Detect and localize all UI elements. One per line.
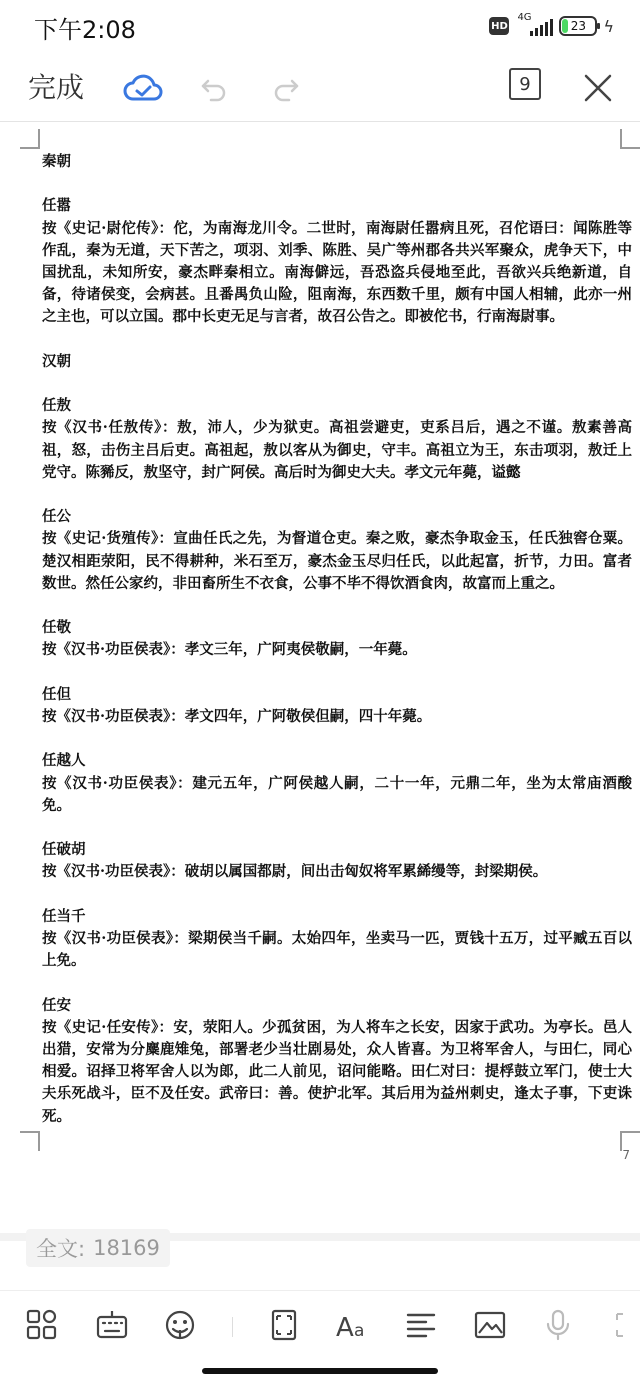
keyboard-icon[interactable] xyxy=(94,1307,130,1343)
entry-text: 按《史记·任安传》：安，荥阳人。少孤贫困，为人将车之长安，因家于武功。为亭长。邑人出猎，安常为分麋鹿雉兔，部署老少当壮剧易处，众人皆喜。为卫将军舍人，与田仁，同心相爱。诏择卫将军舍人以为郎，此二人前见，诏问能略。田仁对曰：提桴鼓立军门，使士大夫乐死战斗，臣不及任安。武帝曰：善。使护北军。其后用为益州刺史，逢太子事，下吏诛死。 xyxy=(42,1018,632,1125)
home-indicator[interactable] xyxy=(202,1368,438,1374)
undo-icon[interactable] xyxy=(192,66,236,110)
entry-name: 任嚣 xyxy=(42,197,71,215)
status-bar xyxy=(0,0,640,52)
page-count-button[interactable]: 9 xyxy=(509,68,541,100)
entry-name: 任公 xyxy=(42,508,71,526)
microphone-icon[interactable] xyxy=(540,1307,576,1343)
fullscreen-icon[interactable] xyxy=(266,1307,302,1343)
cloud-check-icon[interactable] xyxy=(121,66,165,110)
document-content[interactable] xyxy=(42,151,632,1150)
battery-level: 23 xyxy=(570,19,587,33)
entry-name: 任当千 xyxy=(42,907,86,925)
charging-icon: ϟ xyxy=(603,16,614,36)
status-icons xyxy=(489,14,614,38)
entry-text: 按《汉书·功臣侯表》：建元五年，广阿侯越人嗣，二十一年，元鼎二年，坐为太常庙酒酸免。 xyxy=(42,774,632,814)
more-icon[interactable] xyxy=(604,1307,634,1343)
entry-name: 任敖 xyxy=(42,397,71,415)
entry xyxy=(42,395,632,484)
font-icon[interactable] xyxy=(335,1307,371,1343)
entry-name: 任越人 xyxy=(42,752,86,770)
bottom-toolbar xyxy=(0,1290,640,1360)
done-button[interactable]: 完成 xyxy=(28,66,84,106)
entry-name: 任敬 xyxy=(42,619,71,637)
svg-text:A: A xyxy=(336,1313,354,1342)
entry xyxy=(42,684,632,728)
page-corner-mark xyxy=(620,129,640,149)
entry xyxy=(42,195,632,328)
entry-text: 按《汉书·功臣侯表》：梁期侯当千嗣。太始四年，坐卖马一匹，贾钱十五万，过平臧五百以上免。 xyxy=(42,929,632,970)
entry-text: 按《汉书·功臣侯表》：破胡以属国都尉，间出击匈奴将军累絺缦等，封梁期侯。 xyxy=(42,863,548,881)
entry xyxy=(42,906,632,973)
entry-text: 按《汉书·任敖传》：敖，沛人，少为狱吏。高祖尝避吏，吏系吕后，遇之不谨。敖素善高祖，怒，击伤主吕后吏。高祖起，敖以客从为御史，守丰。高祖立为王，东击项羽，敖迁上党守。陈豨反，敖坚守，封广阿侯。高后时为御史大夫。孝文元年薨，谥懿 xyxy=(42,419,632,481)
page-number: 7 xyxy=(622,1148,630,1162)
entry-name: 任破胡 xyxy=(42,841,86,859)
entry-text: 按《史记·货殖传》：宣曲任氏之先，为督道仓吏。秦之败，豪杰争取金玉，任氏独窖仓粟。楚汉相距荥阳，民不得耕种，米石至万，豪杰金玉尽归任氏，以此起富，折节，力田。富者数世。然任公家约，非田畜所生不衣食，公事不毕不得饮酒食肉，故富而上重之。 xyxy=(42,530,632,592)
entry-name: 任但 xyxy=(42,685,71,703)
status-time: 下午2:08 xyxy=(34,16,136,44)
entry-text: 按《汉书·功臣侯表》：孝文三年，广阿夷侯敬嗣，一年薨。 xyxy=(42,641,417,659)
redo-icon[interactable] xyxy=(264,66,308,110)
sticker-icon[interactable] xyxy=(162,1307,198,1343)
page-corner-mark xyxy=(20,1131,40,1151)
section-title: 汉朝 xyxy=(42,352,71,370)
close-icon[interactable] xyxy=(576,66,620,110)
word-count-value: 18169 xyxy=(93,1236,160,1260)
word-count[interactable] xyxy=(26,1229,170,1267)
entry xyxy=(42,617,632,661)
paragraph-align-icon[interactable] xyxy=(403,1307,439,1343)
cellular-signal-icon xyxy=(515,14,553,38)
apps-grid-icon[interactable] xyxy=(24,1307,60,1343)
entry xyxy=(42,506,632,595)
entry xyxy=(42,995,632,1128)
page-corner-mark xyxy=(20,129,40,149)
network-type: 4G xyxy=(517,12,532,23)
entry-text: 按《汉书·功臣侯表》：孝文四年，广阿敬侯但嗣，四十年薨。 xyxy=(42,707,432,725)
image-icon[interactable] xyxy=(472,1307,508,1343)
section-title: 秦朝 xyxy=(42,153,71,170)
hd-icon: HD xyxy=(489,17,509,35)
entry xyxy=(42,750,632,817)
entry-text: 按《史记·尉佗传》：佗，为南海龙川令。二世时，南海尉任嚣病且死，召佗语曰：闻陈胜等作乱，秦为无道，天下苦之，项羽、刘季、陈胜、吴广等州郡各共兴军聚众，虎争天下，中国扰乱，未知所安，豪杰畔秦相立。南海僻远，吾恐盗兵侵地至此，吾欲兴兵绝新道，自备，待诸侯变，会病甚。且番禺负山险，阻南海，东西数千里，颇有中国人相辅，此亦一州之主也，可以立国。郡中长吏无足与言者，故召公告之。即被佗书，行南海尉事。 xyxy=(42,219,632,326)
word-count-label: 全文: xyxy=(36,1237,86,1261)
entry xyxy=(42,839,632,883)
toolbar-divider xyxy=(232,1317,233,1337)
battery-icon xyxy=(559,16,597,36)
editor-toolbar xyxy=(0,52,640,122)
document-page[interactable] xyxy=(0,123,640,1233)
svg-text:a: a xyxy=(354,1321,365,1341)
entry-name: 任安 xyxy=(42,996,71,1014)
